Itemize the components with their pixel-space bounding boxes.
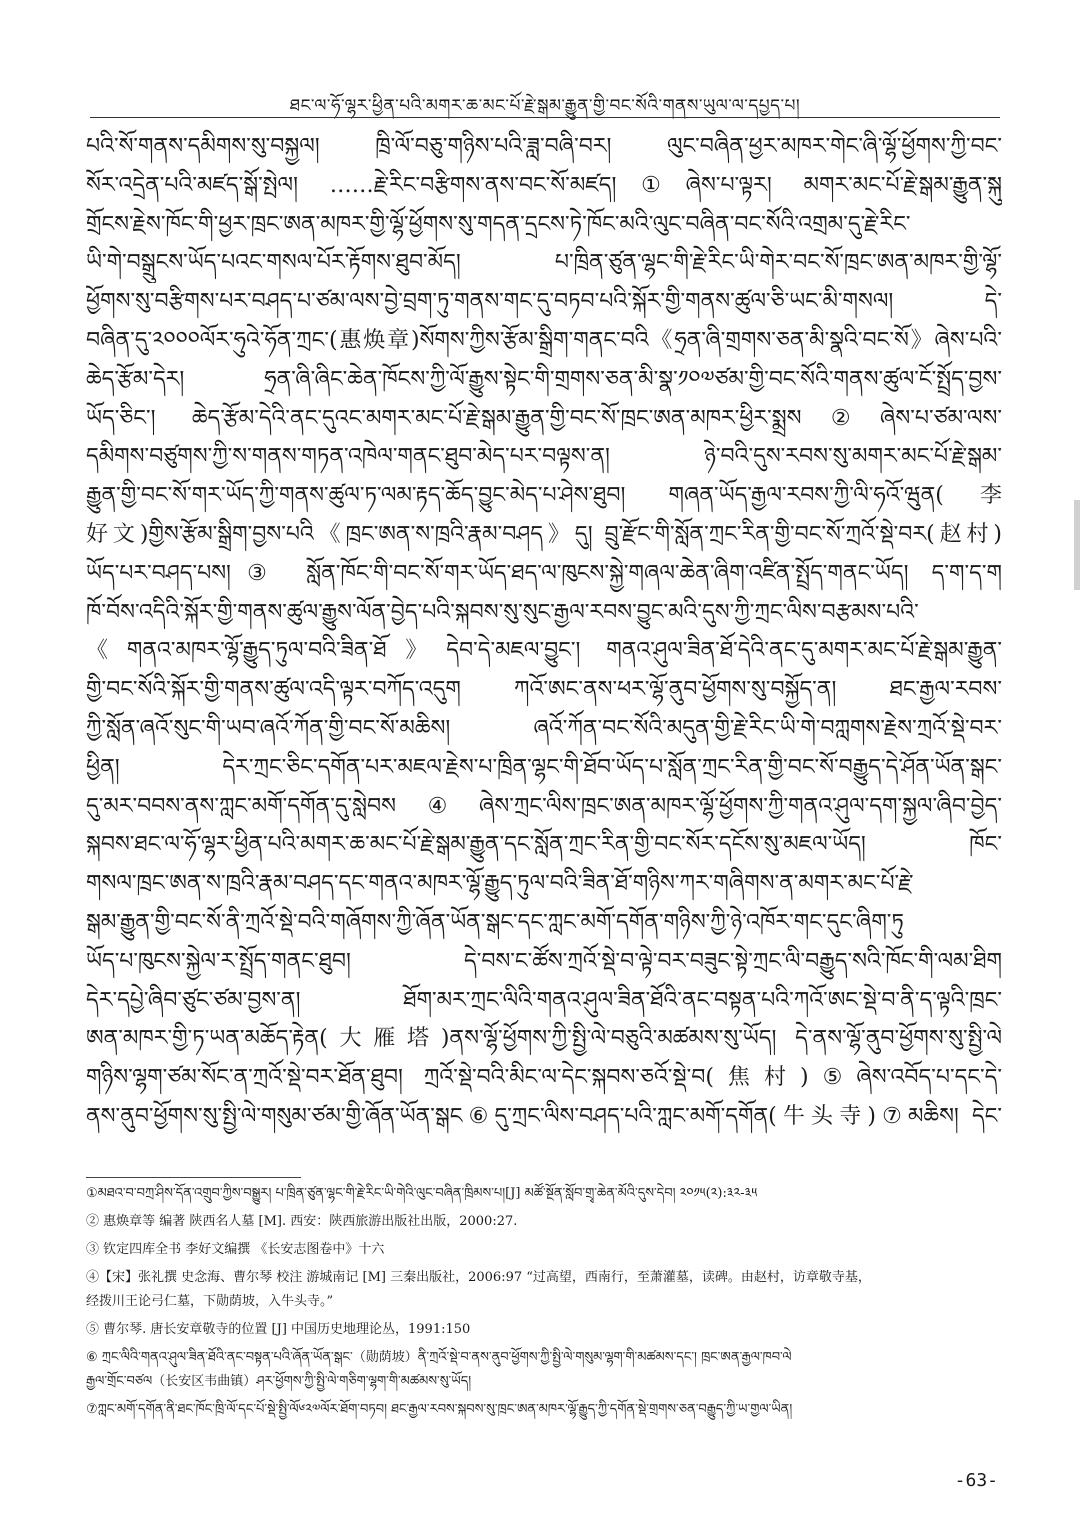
body-line: 好文)གྱིས་རྩོམ་སྒྲིག་བྱས་པའི《ཁྲང་ཨན་ས་ཁྲའི་རྣམ་བཤད》དུ། བྲུ་རྫོང་གི་སློན་ཀྲང་རིན་གྱི་བང་སོ་ཀྲའོ་སྡེ་བར(赵村) <box>86 521 1002 547</box>
body-line: གྲོངས་རྗེས་ཁོང་གི་ཕྱར་ཁྲང་ཨན་མཁར་གྱི་ལྷོ་ཕྱོགས་སུ་གདན་དྲངས་ཏེ་ཁོང་མའི་ལུང་བཞིན་བང་སོའི་འགྲམ་དུ་རྗེ་རིང་ <box>86 211 911 237</box>
body-line: རྒྱུན་གྱི་བང་སོ་གར་ཡོད་ཀྱི་གནས་ཚུལ་ཏ་ལམ་རྟད་ཆོད་བྱུང་མེད་པ་ཤེས་ཐུབ། གཞན་ཡོད་རྒྱལ་རབས་ཀྱི་ལི་ཧའོ་ཝུན(李 <box>86 483 1002 509</box>
footnote-2: ② 惠焕章等 编著 陕西名人墓 [M]. 西安：陕西旅游出版社出版，2000:27. <box>86 1214 518 1229</box>
body-line: 《གནའ་མཁར་ལྷོ་རྒྱུད་ཏུལ་བའི་ཟིན་ཐོ》དེབ་དེ་མཇལ་བྱུང་། གནའ་ཤུལ་ཟིན་ཐོ་དེའི་ནང་དུ་མགར་མང་པོ་རྗེ་སྒམ་རྒྱུན་ <box>86 638 1002 664</box>
body-line: ནས་ནུབ་ཕྱོགས་སུ་སྤྱི་ལེ་གསུམ་ཙམ་གྱི་ཞོན་ཡོན་སྒང⑥དུ་ཀྲང་ལིས་བཤད་པའི་ཀླང་མགོ་དགོན(牛头寺)⑦མཆིས། དེང་ <box>86 1103 1002 1129</box>
body-line: ཕྱིན། དེར་ཀྲང་ཅིང་དགོན་པར་མཇལ་རྗེས་པ་ཁྲིན་ལྷང་གི་ཐོབ་ཡོད་པ་སློན་ཀྲང་རིན་གྱི་བང་སོ་བརྒྱུད་དེ་ཤོན་ཡོན་སྒང་ <box>86 754 1002 780</box>
body-line: ཡོད་པར་བཤད་པས།③ སློན་ཁོང་གི་བང་སོ་གར་ཡོད་ཐད་ལ་ཁུངས་སྐྱེ་གཞལ་ཆེན་ཞིག་འཛིན་སྤྲོད་གནང་ཡོད། ད་ག་ད་ག <box>86 560 1002 586</box>
body-line: ཡི་གེ་བསྒྲུངས་ཡོད་པའང་གསལ་པོར་རྟོགས་ཐུབ་མོད། པ་ཁྲིན་ཙུན་ལྷང་གི་རྗེ་རིང་ཡི་གེར་བང་སོ་ཁྲང་ཨན་མཁར་གྱི་ལྷོ་ <box>86 250 1002 276</box>
body-line: ཕྱོགས་སུ་བརྩིགས་པར་བཤད་པ་ཙམ་ལས་བྱེ་བྲག་ཏུ་གནས་གང་དུ་བཏབ་པའི་སྐོར་གྱི་གནས་ཚུལ་ཅི་ཡང་མི་གསལ། དེ་ <box>86 289 1002 315</box>
footnote-6: ⑥ ཀྲང་ལིའི་གནའ་ཤུལ་ཟིན་ཐོའི་ནང་བསྟན་པའི་ཞོན་ཡོན་སྒང་（勋荫坡）ནི་ཀྲའོ་སྡེ་བ་ནས་ནུབ་ཕྱོགས་ཀྱི་སྤྱི་ལེ་གསུམ་ལྷག་གི་མཚམས་དང་། ཁྲང་ཨན་རྒྱལ་ཁབ་ལེ <box>86 1350 792 1365</box>
body-text <box>86 128 1002 1176</box>
body-line <box>86 1137 1002 1176</box>
footnote-rule <box>86 1177 301 1178</box>
body-line: དམིགས་བཙུགས་ཀྱི་ས་གནས་གཏན་འཁེལ་གནང་ཐུབ་མེད་པར་བལྟས་ན། ཉེ་བའི་དུས་རབས་སུ་མགར་མང་པོ་རྗེ་སྒམ་ <box>86 444 1002 470</box>
body-line: ཨན་མཁར་གྱི་ཏ་ཡན་མཆོད་རྟེན(大雁塔)ནས་ལྷོ་ཕྱོགས་ཀྱི་སྤྱི་ལེ་བཅུའི་མཚམས་སུ་ཡོད། དེ་ནས་ལྷོ་ནུབ་ཕྱོགས་སུ་སྤྱི་ལེ <box>86 1026 1002 1052</box>
body-line: གྱི་བང་སོའི་སྐོར་གྱི་གནས་ཚུལ་འདི་ལྟར་བཀོད་འདུག ཀའོ་ཨང་ནས་ཕར་ལྷོ་ནུབ་ཕྱོགས་སུ་བསྐྱོད་ན། ཐང་རྒྱལ་རབས་ <box>86 677 1002 703</box>
body-line: དུ་མར་བབས་ནས་ཀླང་མགོ་དགོན་དུ་སླེབས④ཞེས་ཀྲང་ལིས་ཁྲང་ཨན་མཁར་ལྷོ་ཕྱོགས་ཀྱི་གནའ་ཤུལ་དག་སྐྱལ་ཞིབ་བྱེད་ <box>86 793 1002 819</box>
body-line: གཉིས་ལྷག་ཙམ་སོང་ན་ཀྲའོ་སྡེ་བར་ཐོན་ཐུབ། ཀྲའོ་སྡེ་བའི་མིང་ལ་དེང་སྐབས་ཅའོ་སྡེ་བ(焦村)⑤ཞེས་འབོད་པ་དང་དེ་ <box>86 1065 1002 1091</box>
body-line: དེར་དཔྱེ་ཞིབ་ཙུང་ཙམ་བྱས་ན། ཐོག་མར་ཀྲང་ལིའི་གནའ་ཤུལ་ཟིན་ཐོའི་ནང་བསྟན་པའི་ཀའོ་ཨང་སྡེ་བ་ནི་ད་ལྟའི་ཁྲང་ <box>86 987 1002 1013</box>
footnote-5: ⑤ 曹尔琴. 唐长安章敬寺的位置 [J] 中国历史地理论丛，1991:150 <box>86 1322 471 1337</box>
running-head: ཐང་ལ་ཧོ་ལྷར་ཕྱིན་པའི་མགར་ཆ་མང་པོ་རྗེ་སྒམ་རྒྱུན་གྱི་བང་སོའི་གནས་ཡུལ་ལ་དཔྱད་པ། <box>289 96 801 116</box>
body-line: ཀྱི་སློན་ཞའོ་སུང་གི་ཡབ་ཞའོ་ཀོན་གྱི་བང་སོ་མཆིས། ཞའོ་ཀོན་བང་སོའི་མདུན་གྱི་རྗེ་རིང་ཡི་གེ་བཀླགས་རྗེས་ཀྲའོ་སྡེ་བར་ <box>86 715 1002 741</box>
footnote-1: ①མཐའ་བ་བཀྲ་ཤིས་དོན་འགྲུབ་ཀྱིས་བསྒྱུར། པ་ཁྲིན་ཙུན་ལྷང་གི་རྗེ་རིང་ཡི་གེའི་ལུང་བཞིན་ཁྲིམས་པ།[J] མཚོ་སྔོན་སློབ་གྲྭ་ཆེན་མོའི་དུས་དེབ། ༢༠༡༥(༢):༣༢-༣༥ <box>86 1186 758 1201</box>
body-line: སྐབས་ཐང་ལ་ཧོ་ལྷར་ཕྱིན་པའི་མགར་ཆ་མང་པོ་རྗེ་སྒམ་རྒྱུན་དང་སློན་ཀྲང་རིན་གྱི་བང་སོར་དངོས་སུ་མཇལ་ཡོད། ཁོང་ <box>86 832 1002 858</box>
footnote-4: ④【宋】张礼撰 史念海、曹尔琴 校注 游城南记 [M] 三秦出版社，2006:97 “过高望，西南行，至萧灌墓，读碑。由赵村，访章敬寺基， <box>86 1270 871 1285</box>
header-rule <box>90 117 1000 118</box>
footnote-3: ③ 钦定四库全书 李好文编撰 《长安志图卷中》十六 <box>86 1242 385 1257</box>
footnote-7: ⑦ཀླང་མགོ་དགོན་ནི་ཐང་ཁོང་ཁྲི་ལོ་དང་པོ་སྡེ་སྤྱི་ལོ༦༢༧ལོར་ཐོག་བཏབ། ཐང་རྒྱལ་རབས་སྐབས་སུ་ཁྲང་ཨན་མཁར་ལྷོ་རྒྱུད་ཀྱི་དགོན་སྡེ་གྲགས་ཅན་བརྒྱུད་ཀྱི་ཡ་གྱལ་ཡིན། <box>86 1402 793 1417</box>
body-line: བཞིན་དུ་༢༠༠༠ལོར་ཧུའེ་ཧོན་ཀྲང་(惠焕章)སོགས་ཀྱིས་རྩོམ་སྒྲིག་གནང་བའི《ཧྲན་ཞི་གྲགས་ཅན་མི་སྣའི་བང་སོ》ཞེས་པའི་ <box>86 327 1002 353</box>
footnotes <box>86 1183 1002 1427</box>
body-line: ཆེད་རྩོམ་དེར། ཧྲན་ཞི་ཞིང་ཆེན་ཁོངས་ཀྱི་ལོ་རྒྱུས་སྟེང་གི་གྲགས་ཅན་མི་སྣ་༡༠༧ཙམ་གྱི་བང་སོའི་གནས་ཚུལ་ངོ་སྤྲོད་བྱས་ <box>86 366 1002 392</box>
footnote-4-continued: 经拨川王论弓仁墓，下勋荫坡，入牛头寺。” <box>86 1294 334 1309</box>
body-line: སོར་འདྲེན་པའི་མཛད་སྒོ་སྤེལ། ……རྗེ་རིང་བརྩིགས་ནས་བང་སོ་མཛད།①ཞེས་པ་ལྟར། མགར་མང་པོ་རྗེ་སྒམ་རྒྱུན་སྐུ <box>86 172 1002 198</box>
page-edge-mark <box>1074 500 1080 590</box>
body-line: གསལ་ཁྲང་ཨན་ས་ཁྲའི་རྣམ་བཤད་དང་གནའ་མཁར་ལྷོ་རྒྱུད་ཏུལ་བའི་ཟིན་ཐོ་གཉིས་ཀར་གཞིགས་ན་མགར་མང་པོ་རྗེ་ <box>86 871 914 897</box>
body-line: ཁོ་བོས་འདིའི་སྐོར་གྱི་གནས་ཚུལ་རྒྱུས་ལོན་བྱེད་པའི་སྐབས་སུ་སུང་རྒྱལ་རབས་བྱུང་མའི་དུས་ཀྱི་ཀྲང་ལིས་བརྩམས་པའི་ <box>86 599 919 625</box>
footnote-6-continued: རྒྱལ་གྲོང་བཙལ（长安区韦曲镇）ཤར་ཕྱོགས་ཀྱི་སྤྱི་ལེ་གཅིག་ལྷག་གི་མཚམས་སུ་ཡོད། <box>86 1374 472 1389</box>
body-line: ཡོད་པ་ཁུངས་སྐྱེལ་ར་སྤྲོད་གནང་ཐུབ། དེ་བས་ང་ཚོས་ཀྲའོ་སྡེ་བ་ལྟེ་བར་བཟུང་སྟེ་ཀྲང་ལི་བརྒྱུད་སའི་ཁོང་གི་ལམ་ཐིག <box>86 948 1002 974</box>
body-line: ཡོད་ཅིང་། ཆེད་རྩོམ་དེའི་ནང་དུའང་མགར་མང་པོ་རྗེ་སྒམ་རྒྱུན་གྱི་བང་སོ་ཁྲང་ཨན་མཁར་ཕྱིར་སྨྲས②ཞེས་པ་ཙམ་ལས་ <box>86 405 1002 431</box>
page-number: -63- <box>954 1470 998 1491</box>
body-line: པའི་སོ་གནས་དམིགས་སུ་བསྐྱལ། ཁྲི་ལོ་བཅུ་གཉིས་པའི་ཟླ་བཞི་བར། ལུང་བཞིན་ཕྱར་མཁར་གེང་ཞི་ལྷོ་ཕྱོགས་ཀྱི་བང་ <box>86 134 1002 159</box>
body-line: སྒམ་རྒྱུན་གྱི་བང་སོ་ནི་ཀྲའོ་སྡེ་བའི་གཞོགས་ཀྱི་ཞོན་ཡོན་སྒང་དང་ཀླང་མགོ་དགོན་གཉིས་ཀྱི་ཉེ་འཁོར་གང་དུང་ཞིག་ཏུ <box>86 909 904 935</box>
